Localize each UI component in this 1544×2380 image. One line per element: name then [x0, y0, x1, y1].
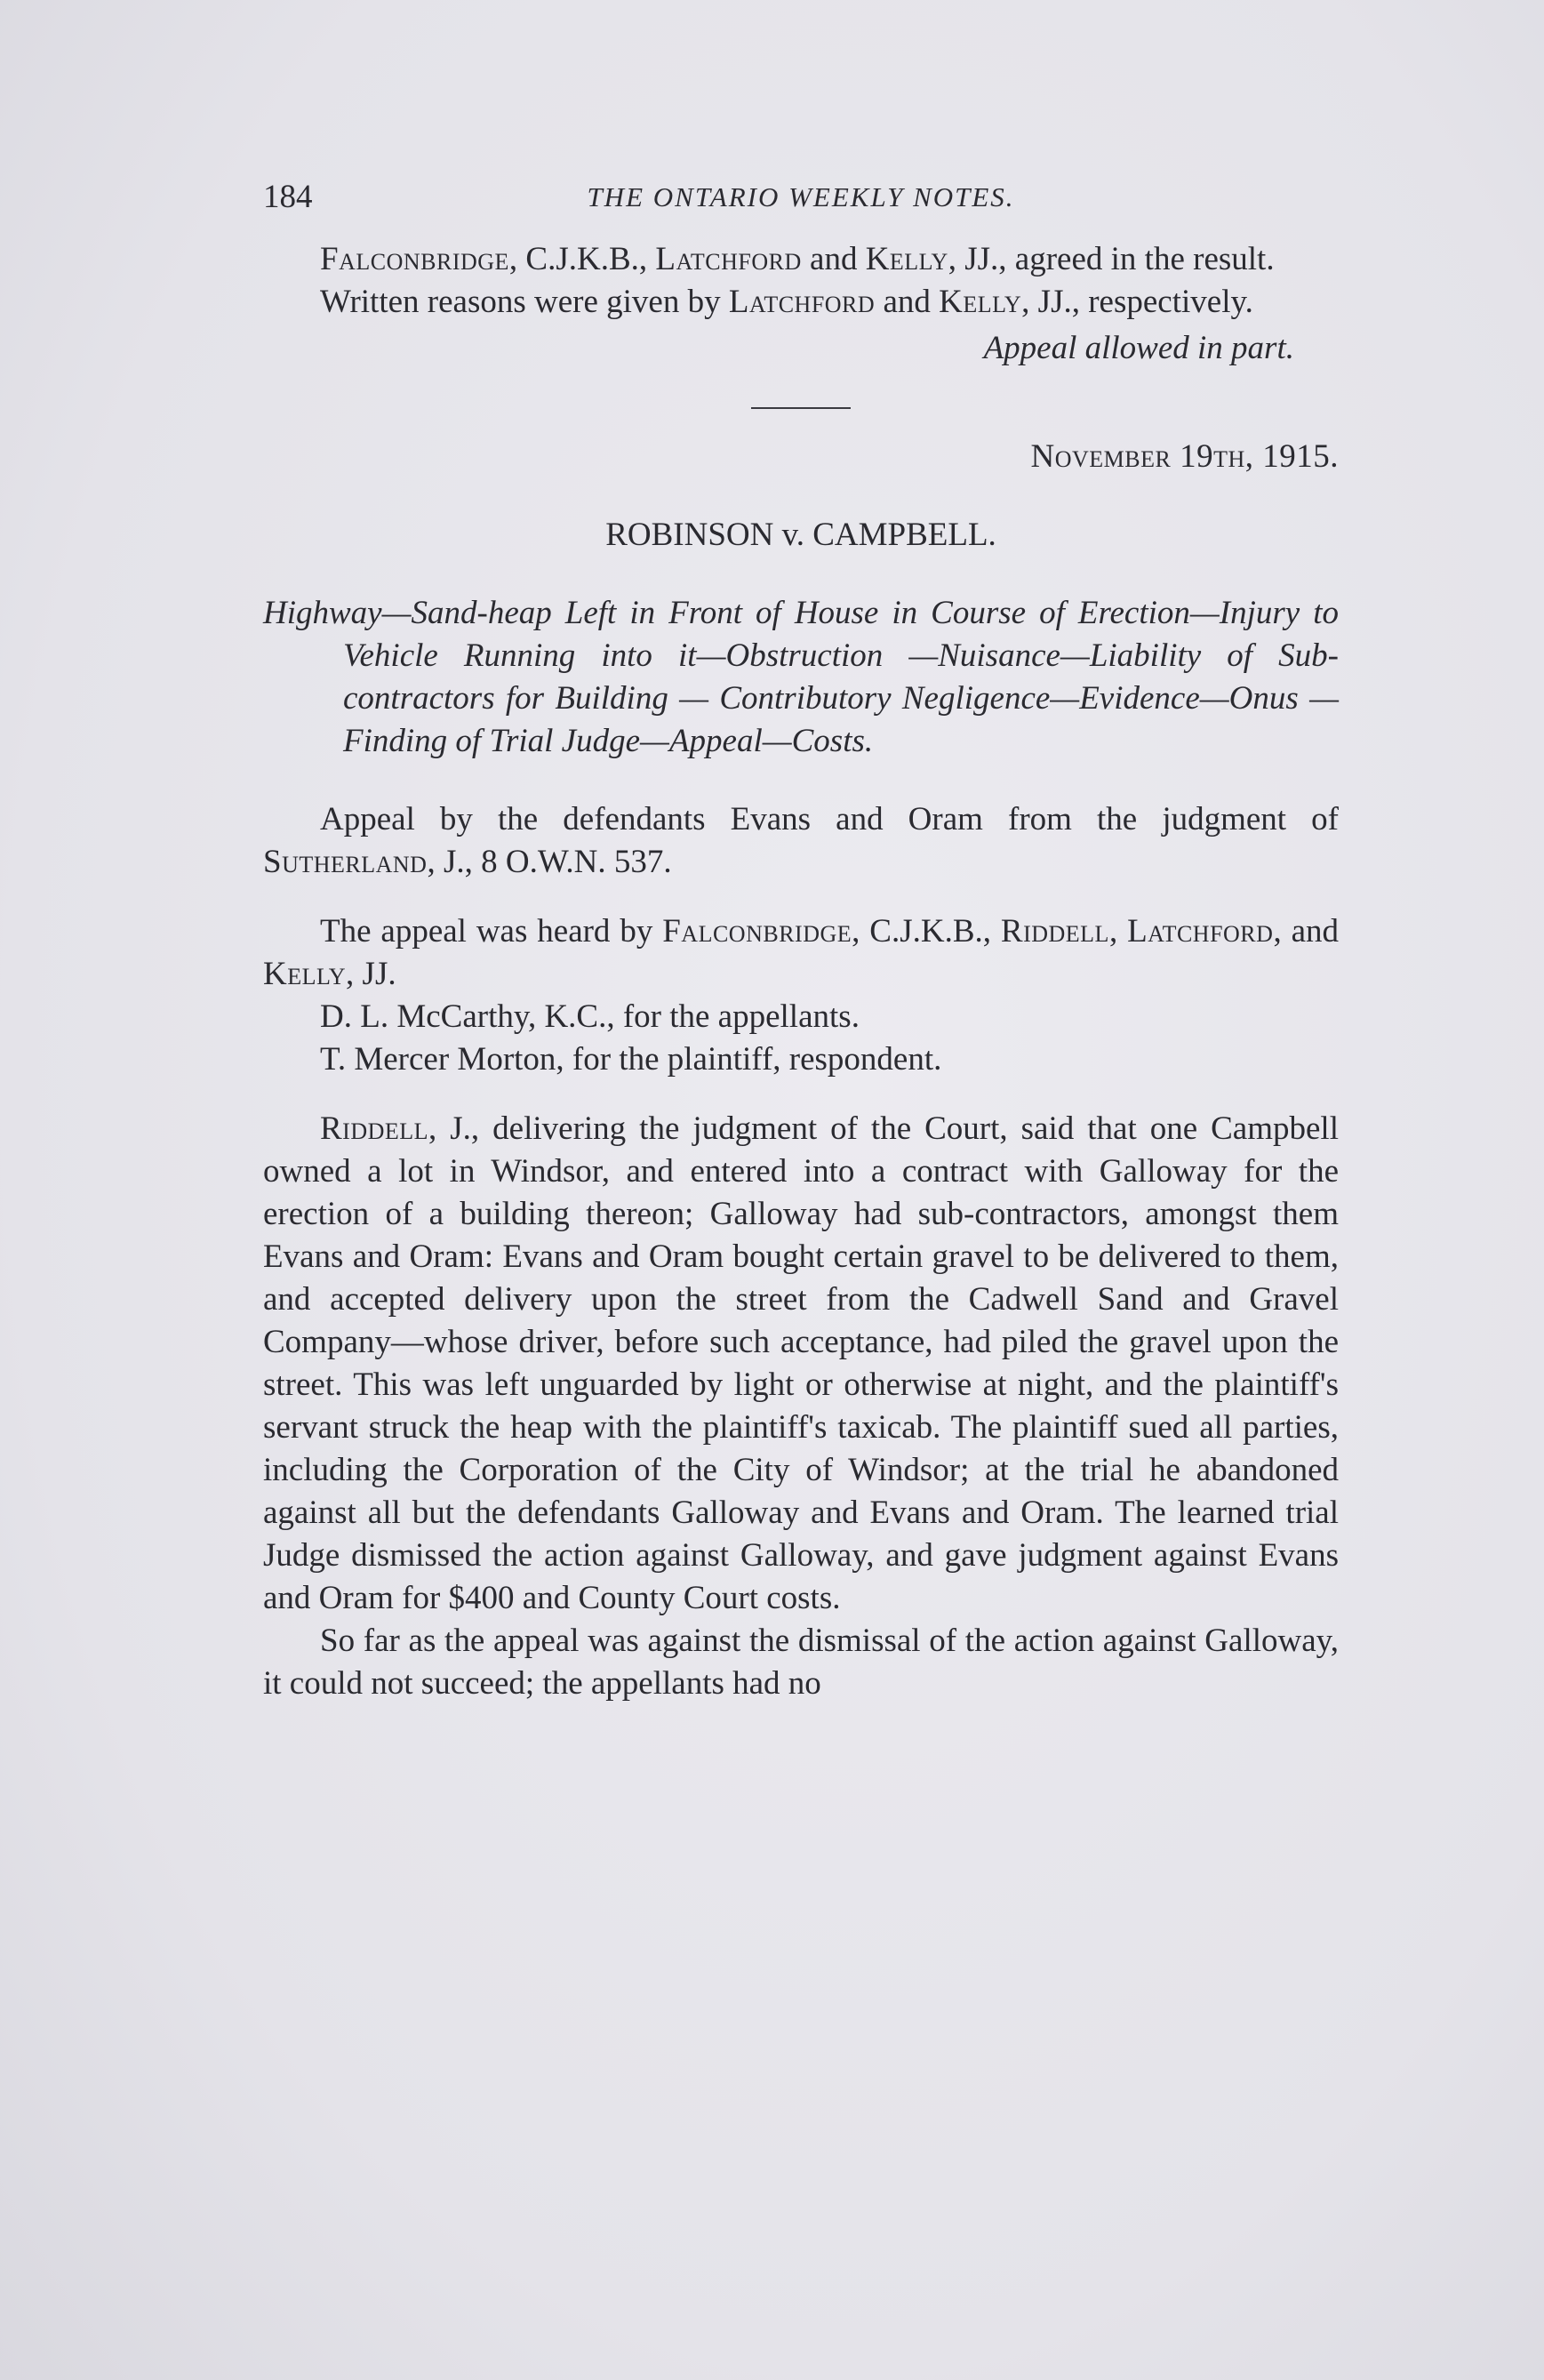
judge-name: Sutherland [263, 844, 428, 880]
text-run: The appeal was heard by [320, 913, 663, 950]
heard-paragraph [263, 910, 1339, 996]
spacer [263, 884, 1339, 910]
page-content [263, 176, 1339, 1705]
case-title: ROBINSON v. CAMPBELL. [605, 517, 996, 553]
counsel-respondent: T. Mercer Morton, for the plaintiff, respondent. [320, 1041, 942, 1078]
running-head: THE ONTARIO WEEKLY NOTES. [587, 181, 1015, 212]
page-number: 184 [263, 179, 313, 215]
reasons-paragraph [263, 281, 1339, 324]
text-run: , JJ. [346, 956, 396, 992]
judge-name: Riddell [320, 1110, 429, 1147]
appeal-paragraph [263, 798, 1339, 884]
judge-name: Riddell [1000, 913, 1109, 950]
disposition: Appeal allowed in part. [983, 330, 1294, 366]
counsel-appellants: D. L. McCarthy, K.C., for the appellants. [320, 998, 860, 1035]
text-run: Appeal by the defendants Evans and Oram from the judgment of [320, 801, 1339, 837]
judge-name: Falconbridge [662, 913, 852, 950]
judge-name: Kelly [263, 956, 347, 992]
judgment-paragraph [263, 1108, 1339, 1620]
text-run: , JJ., respectively. [1021, 284, 1253, 320]
text-run: , JJ., agreed in the result. [948, 241, 1275, 277]
final-paragraph: So far as the appeal was against the dismissal of the action against Galloway, it could not succeed; the appellants had no [263, 1623, 1339, 1702]
text-run: , J., 8 O.W.N. 537. [427, 844, 672, 880]
text-run: , C.J.K.B., [852, 913, 1001, 950]
text-run: Written reasons were given by [320, 284, 729, 320]
headnote: Highway—Sand-heap Left in Front of House in Course of Erection—Injury to Vehicle Running into it—Obstruction —Nuisance—Liability of Sub-contractors for Building — Contributory Negligence—Evidence—Onus — Finding of Trial Judge—Appeal—Costs. [263, 595, 1339, 759]
text-run: , C.J.K.B., [508, 241, 656, 277]
text-run: , [1108, 913, 1128, 950]
judge-name: Latchford [655, 241, 802, 277]
judge-name: Falconbridge [320, 241, 509, 277]
spacer [263, 1081, 1339, 1108]
text-run: , and [1273, 913, 1339, 950]
case-date [263, 436, 1339, 478]
page-header [263, 176, 1339, 219]
text-run: and [875, 284, 940, 320]
agreement-paragraph [263, 238, 1339, 281]
text-run: , J., delivering the judgment of the Court, said that one Campbell owned a lot in Windsor, and entered into a contract with Galloway for the erection of a building thereon; Galloway had sub-contractors, amongst them Evans and Oram: Evans and Oram bought certain gravel to be delivered to them, and accepted delivery upon the street from the Cadwell Sand and Gravel Company—whose driver, before such acceptance, had piled the gravel upon the street. This was left unguarded by light or otherwise at night, and the plaintiff's servant struck the heap with the plaintiff's taxicab. The plaintiff sued all parties, including the Corporation of the City of Windsor; at the trial he abandoned against all but the defendants Galloway and Evans and Oram. The learned trial Judge dismissed the action against Galloway, and gave judgment against Evans and Oram for $400 and County Court costs. [263, 1110, 1339, 1616]
date-text: November 19th, 1915. [1030, 438, 1339, 475]
judge-name: Latchford [1127, 913, 1274, 950]
judge-name: Latchford [728, 284, 876, 320]
text-run: and [801, 241, 866, 277]
section-divider [751, 407, 851, 409]
judge-name: Kelly [939, 284, 1022, 320]
judge-name: Kelly [865, 241, 948, 277]
